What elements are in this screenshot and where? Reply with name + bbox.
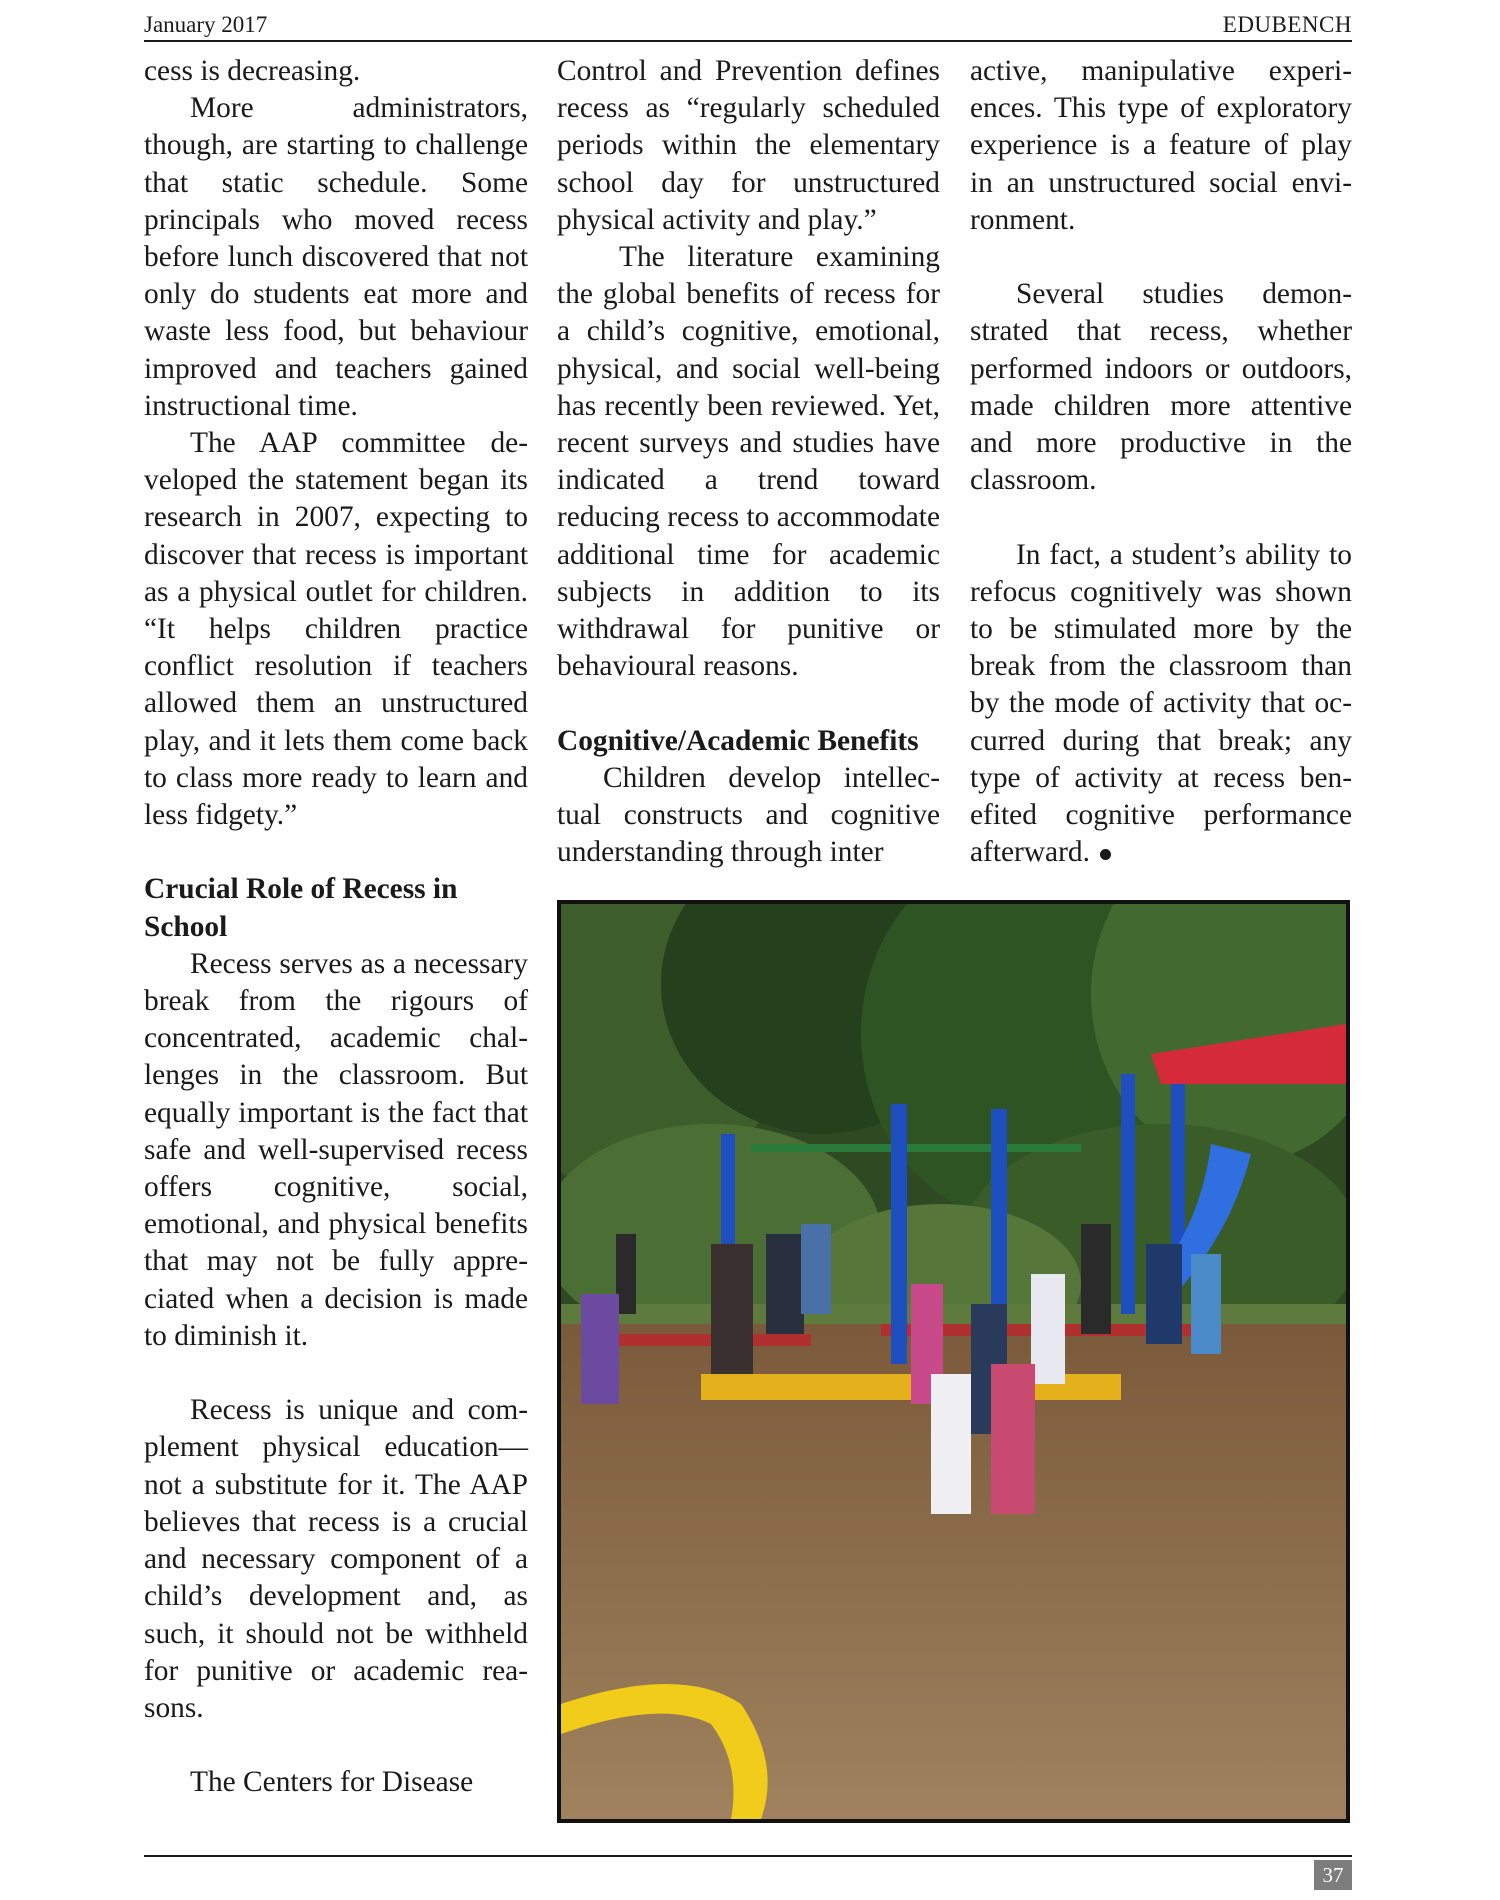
page-number: 37	[1314, 1860, 1352, 1890]
paragraph: Several studies demonstrated that recess, whether performed indoors or outdoors, made children more attentive and more productive in the classroom.	[970, 278, 1352, 497]
paragraph: The literature examining the global benefits of recess for a child’s cognitive, emotional, physical, and social well-being has recently been reviewed. Yet, recent surveys and studies have indicated a trend toward reducing recess to accommodate additional time for academic subjects in addition to its withdrawal for punitive or behavioural reasons.	[557, 241, 940, 683]
section-heading-crucial-role: Crucial Role of Recess in School	[144, 873, 458, 943]
paragraph-text: In fact, a student’s ability to refocus cognitively was shown to be stimulated more by the break from the classroom than by the mode of activity that occurred during that break; any type of activity at recess benefited cognitive performance afterward.	[970, 538, 1352, 869]
section-heading-cognitive-benefits: Cognitive/Academic Benefits	[557, 724, 919, 757]
paragraph: Children develop intellectual constructs and cognitive understanding through inter	[557, 761, 940, 869]
trees	[561, 904, 1346, 1364]
paragraph: active, manipulative experiences. This type of exploratory experience is a feature of play in an unstructured social environment.	[970, 55, 1352, 236]
text-column-1	[144, 53, 528, 1802]
playground-photo	[557, 900, 1350, 1823]
text-column-2	[557, 53, 940, 871]
paragraph: Control and Prevention defines recess as “regularly scheduled periods within the elementary school day for unstructured physical activity and play.”	[557, 55, 940, 236]
footer-rule	[144, 1855, 1352, 1857]
paragraph: The AAP committee developed the statement began its research in 2007, expecting to discover that recess is important as a physical outlet for children. “It helps children practice conflict resolution if teachers allowed them an unstructured play, and it lets them come back to class more ready to learn and less fidgety.”	[144, 427, 528, 832]
playground-photo-illustration	[561, 904, 1346, 1819]
paragraph: More administrators, though, are starting to challenge that static schedule. Some principals who moved recess before lunch discovered that not only do students eat more and waste less food, but behaviour improved and teachers gained instructional time.	[144, 92, 528, 422]
running-header	[144, 10, 1352, 42]
issue-date: January 2017	[144, 12, 268, 37]
end-of-article-bullet-icon	[1100, 849, 1111, 860]
publication-name: EDUBENCH	[1222, 12, 1352, 37]
text-column-3	[970, 53, 1352, 871]
paragraph: Recess serves as a necessary break from the rigours of concentrated, academic challenges in the classroom. But equally important is the fact that safe and well-supervised recess offers cognitive, social, emotional, and physical benefits that may not be fully appreciated when a decision is made to diminish it.	[144, 947, 528, 1352]
paragraph	[970, 537, 1352, 872]
paragraph: Recess is unique and complement physical education—not a substitute for it. The AAP believes that recess is a crucial and necessary component of a child’s development and, as such, it should not be withheld for punitive or academic reasons.	[144, 1394, 528, 1724]
paragraph: The Centers for Disease	[190, 1766, 474, 1799]
paragraph: cess is decreasing.	[144, 55, 361, 87]
